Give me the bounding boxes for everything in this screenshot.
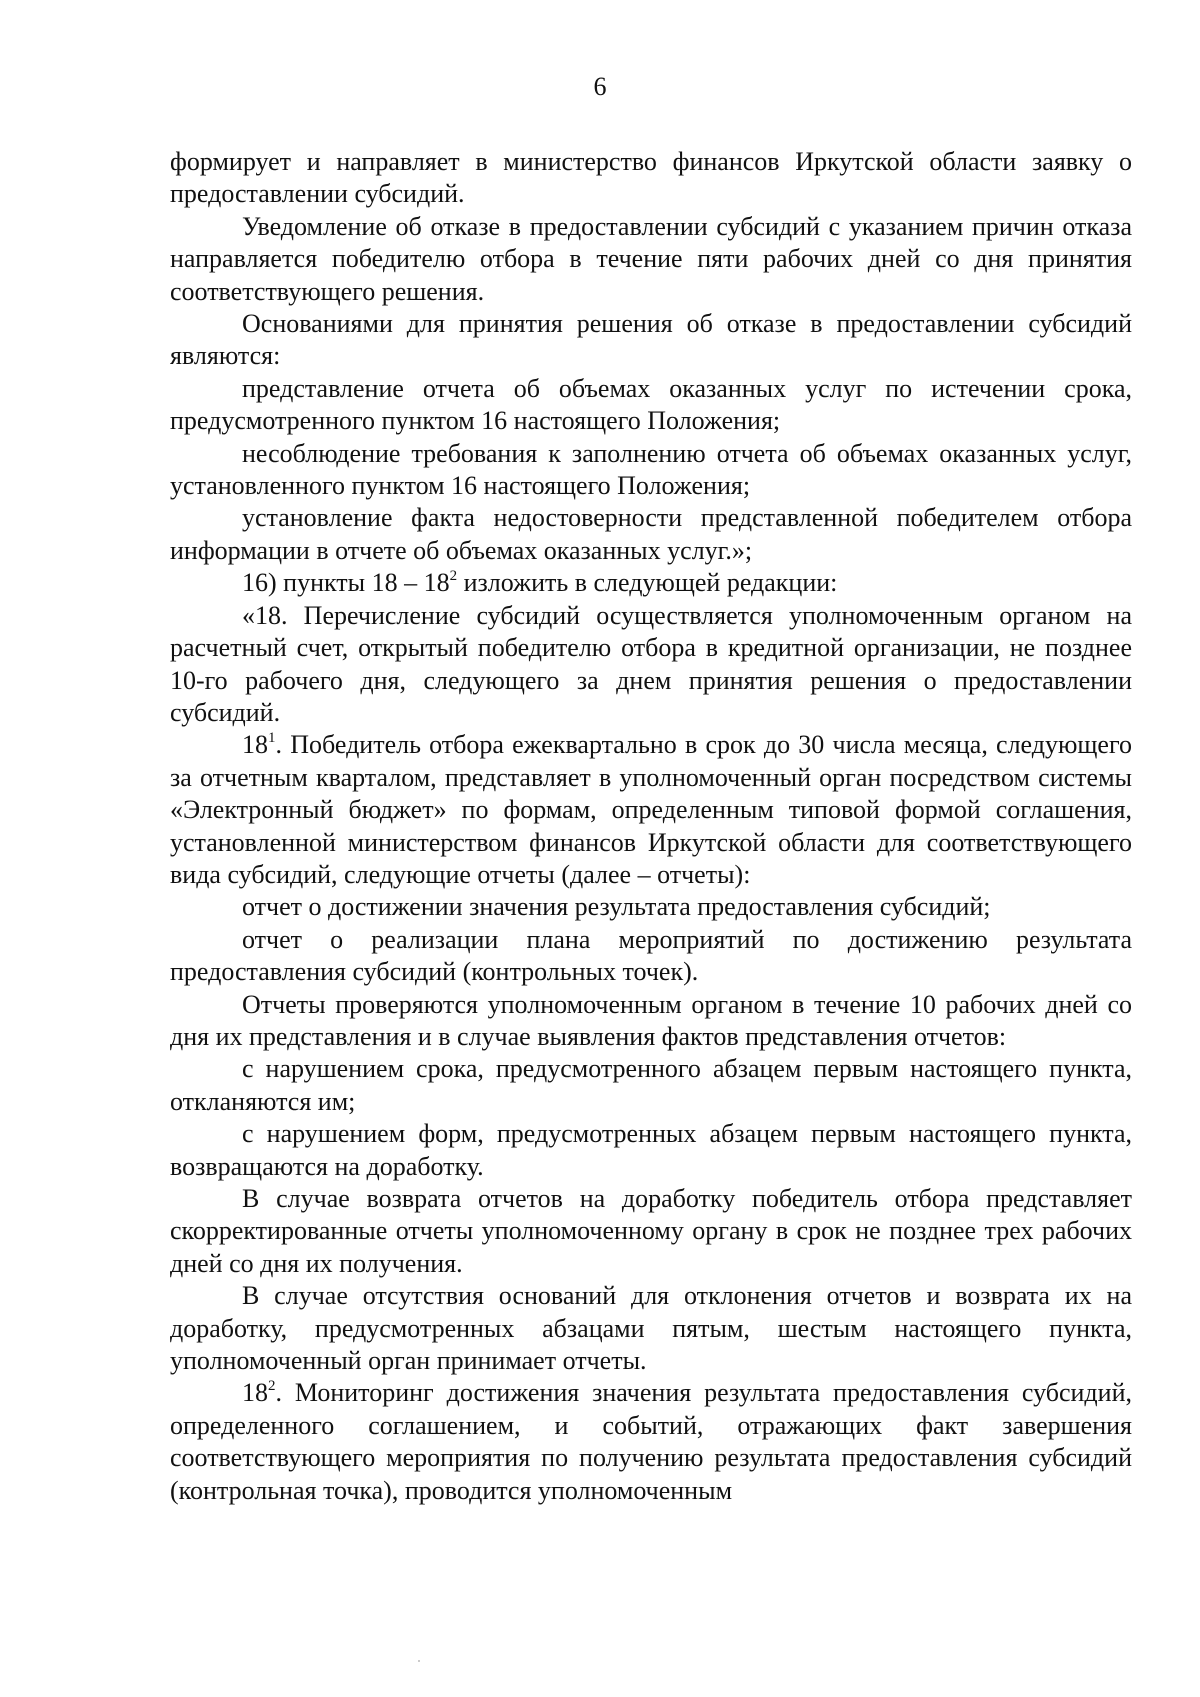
paragraph: «18. Перечисление субсидий осуществляется уполномоченным органом на расчетный счет, открытый победителю отбора в кредитной организации, не позднее 10-го рабочего дня, следующего за днем принятия решения о предоставлении субсидий. — [170, 600, 1132, 727]
document-body — [170, 146, 1132, 1507]
paragraph-text: 18 — [242, 1378, 268, 1408]
paragraph: с нарушением срока, предусмотренного абзацем первым настоящего пункта, откланяются им; — [170, 1054, 1132, 1116]
paragraph: В случае отсутствия оснований для отклонения отчетов и возврата их на доработку, предусмотренных абзацами пятым, шестым настоящего пункта, уполномоченный орган принимает отчеты. — [170, 1281, 1132, 1376]
paragraph — [170, 1377, 1132, 1507]
paragraph: В случае возврата отчетов на доработку победитель отбора представляет скорректированные отчеты уполномоченному органу в срок не позднее трех рабочих дней со дня их получения. — [170, 1184, 1132, 1278]
paragraph-text: изложить в следующей редакции: — [457, 568, 838, 598]
paragraph: несоблюдение требования к заполнению отчета об объемах оказанных услуг, установленного пунктом 16 настоящего Положения; — [170, 438, 1132, 501]
superscript: 2 — [449, 568, 458, 585]
paragraph: установление факта недостоверности представленной победителем отбора информации в отчете об объемах оказанных услуг.»; — [170, 503, 1132, 565]
paragraph: отчет о реализации плана мероприятий по достижению результата предоставления субсидий (контрольных точек). — [170, 924, 1132, 987]
paragraph — [170, 567, 1132, 599]
scan-speck — [418, 1660, 420, 1662]
page-number: 6 — [593, 72, 607, 101]
paragraph: с нарушением форм, предусмотренных абзацем первым настоящего пункта, возвращаются на доработку. — [170, 1119, 1132, 1181]
paragraph: представление отчета об объемах оказанных услуг по истечении срока, предусмотренного пунктом 16 настоящего Положения; — [170, 373, 1132, 436]
paragraph-text: . Мониторинг достижения значения результата предоставления субсидий, определенного соглашением, и событий, отражающих факт завершения соответствующего мероприятия по получению результата предоставления субсидий (контрольная точка), проводится уполномоченным — [170, 1378, 1132, 1505]
paragraph-text: 18 — [242, 730, 268, 760]
superscript: 1 — [268, 730, 276, 747]
paragraph — [170, 729, 1132, 891]
paragraph: Отчеты проверяются уполномоченным органом в течение 10 рабочих дней со дня их представления и в случае выявления фактов представления отчетов: — [170, 989, 1132, 1051]
paragraph: Уведомление об отказе в предоставлении субсидий с указанием причин отказа направляется победителю отбора в течение пяти рабочих дней со дня принятия соответствующего решения. — [170, 211, 1132, 306]
paragraph: формирует и направляет в министерство финансов Иркутской области заявку о предоставлении субсидий. — [170, 147, 1132, 209]
paragraph: отчет о достижении значения результата предоставления субсидий; — [242, 892, 991, 922]
paragraph: Основаниями для принятия решения об отказе в предоставлении субсидий являются: — [170, 309, 1132, 371]
paragraph-text: . Победитель отбора ежеквартально в срок до 30 числа месяца, следующего за отчетным кварталом, представляет в уполномоченный орган посредством системы «Электронный бюджет» по формам, определенным типовой формой соглашения, установленной министерством финансов Иркутской области для соответствующего вида субсидий, следующие отчеты (далее – отчеты): — [170, 730, 1132, 889]
superscript: 2 — [268, 1378, 276, 1395]
paragraph-text: 16) пункты 18 – 18 — [242, 568, 450, 598]
